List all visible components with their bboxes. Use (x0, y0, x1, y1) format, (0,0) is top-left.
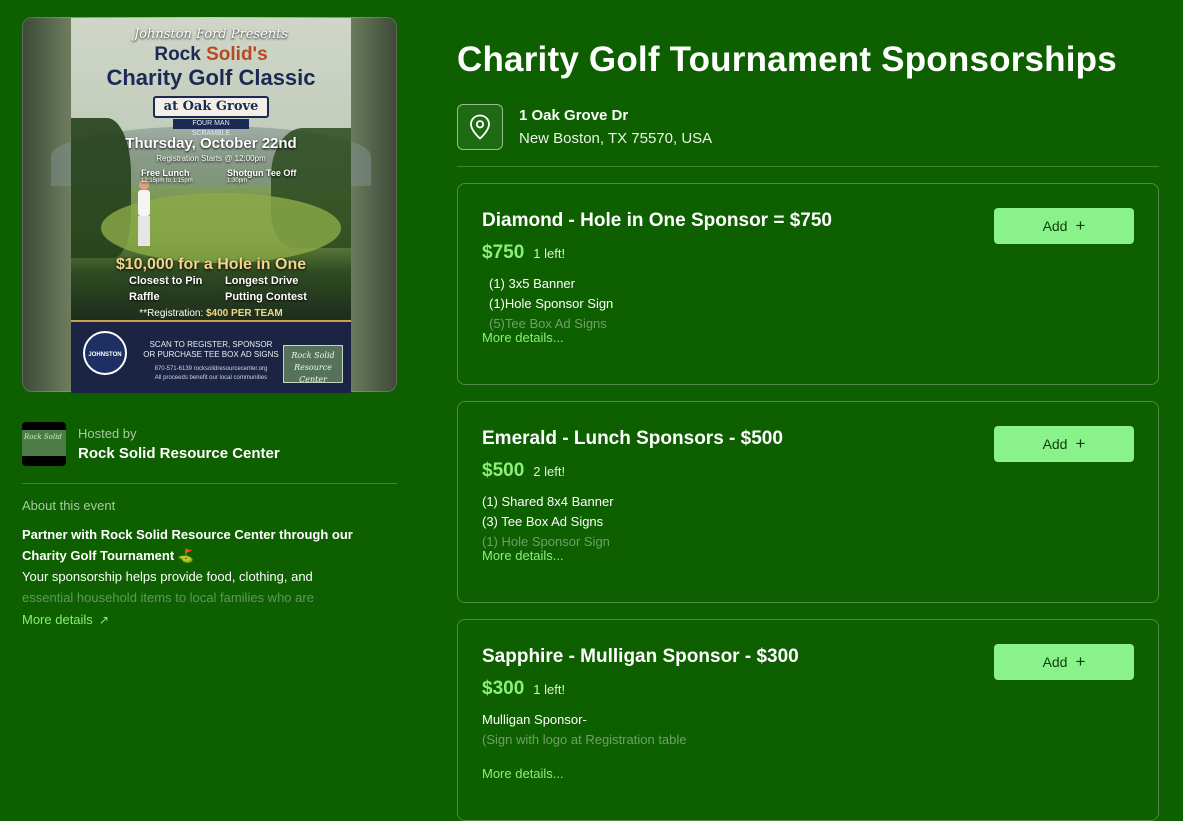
ticket-remaining: 1 left! (533, 246, 566, 261)
ticket-price: $500 (482, 460, 525, 481)
location-pin-icon[interactable] (457, 104, 503, 150)
page-title: Charity Golf Tournament Sponsorships (457, 40, 1117, 79)
rock-solid-logo: Rock Solid Resource Center (283, 345, 343, 383)
poster-feature: Raffle (129, 291, 160, 303)
poster-location: at Oak Grove (153, 96, 269, 118)
poster-date: Thursday, October 22nd (125, 135, 297, 152)
ticket-card (457, 183, 1159, 385)
ticket-price: $300 (482, 678, 525, 699)
plus-icon: + (1075, 434, 1086, 453)
event-poster-image (22, 17, 397, 392)
poster-registration-fee: **Registration: $400 PER TEAM (139, 308, 283, 319)
poster-title-line1: Rock Solid's (154, 44, 268, 65)
arrow-up-right-icon: ↗ (98, 612, 109, 627)
host-avatar[interactable]: Rock Solid (22, 422, 66, 466)
plus-icon: + (1075, 652, 1086, 671)
ticket-details: (1) Shared 8x4 Banner (3) Tee Box Ad Signs (1) Hole Sponsor Sign (482, 494, 614, 549)
divider (457, 166, 1159, 167)
poster-lunch: Free Lunch 12:15pm to 1:15pm (141, 168, 193, 184)
poster-hole-in-one: $10,000 for a Hole in One (115, 256, 307, 273)
add-ticket-button[interactable]: Add + (994, 208, 1134, 244)
ticket-card (457, 619, 1159, 821)
hosted-by-label: Hosted by (78, 426, 137, 441)
ticket-details: Mulligan Sponsor- (Sign with logo at Registration table (482, 712, 687, 747)
poster-feature: Putting Contest (225, 291, 307, 303)
add-ticket-button[interactable]: Add + (994, 644, 1134, 680)
poster-presents: Johnston Ford Presents (133, 27, 289, 42)
poster-feature: Closest to Pin (129, 275, 203, 287)
host-name[interactable]: Rock Solid Resource Center (78, 445, 280, 462)
divider (22, 483, 397, 484)
ticket-price: $750 (482, 242, 525, 263)
host-section (22, 422, 397, 466)
event-address (457, 104, 1159, 150)
ticket-more-details-link[interactable]: More details... (482, 548, 564, 563)
about-title: About this event (22, 498, 116, 513)
left-column (22, 17, 397, 629)
address-street: 1 Oak Grove Dr (519, 107, 629, 124)
address-city: New Boston, TX 75570, USA (519, 130, 713, 147)
ticket-remaining: 2 left! (533, 464, 566, 479)
about-description: Partner with Rock Solid Resource Center through our Charity Golf Tournament ⛳ Your sponsorship helps provide food, clothing, and essential household items to local families who are (22, 527, 353, 605)
ticket-title: Emerald - Lunch Sponsors - $500 (482, 428, 783, 449)
poster-tee-off: Shotgun Tee Off 1:30pm (227, 168, 297, 184)
ticket-more-details-link[interactable]: More details... (482, 766, 564, 781)
about-more-details-link[interactable]: More details ↗ (22, 612, 109, 627)
johnston-ford-logo: JOHNSTON (83, 331, 127, 375)
ticket-remaining: 1 left! (533, 682, 566, 697)
poster-registration-start: Registration Starts @ 12:00pm (156, 154, 266, 163)
ticket-card (457, 401, 1159, 603)
add-ticket-button[interactable]: Add + (994, 426, 1134, 462)
poster-format: FOUR MAN SCRAMBLE (173, 119, 249, 129)
ticket-more-details-link[interactable]: More details... (482, 330, 564, 345)
right-column (457, 40, 1159, 821)
ticket-title: Sapphire - Mulligan Sponsor - $300 (482, 646, 799, 667)
poster-golfer (135, 180, 153, 250)
poster-contact: 870-571-6139 rocksolidresourcecenter.org All proceeds benefit our local communities (154, 366, 268, 381)
ticket-title: Diamond - Hole in One Sponsor = $750 (482, 210, 832, 231)
poster-feature: Longest Drive (225, 275, 299, 287)
poster-scan-text: SCAN TO REGISTER, SPONSOR OR PURCHASE TEE BOX AD SIGNS (143, 340, 279, 359)
plus-icon: + (1075, 216, 1086, 235)
ticket-details: (1) 3x5 Banner (1)Hole Sponsor Sign (5)Tee Box Ad Signs (489, 276, 614, 331)
poster-title-line2: Charity Golf Classic (106, 65, 316, 90)
poster-flyer (71, 18, 351, 393)
